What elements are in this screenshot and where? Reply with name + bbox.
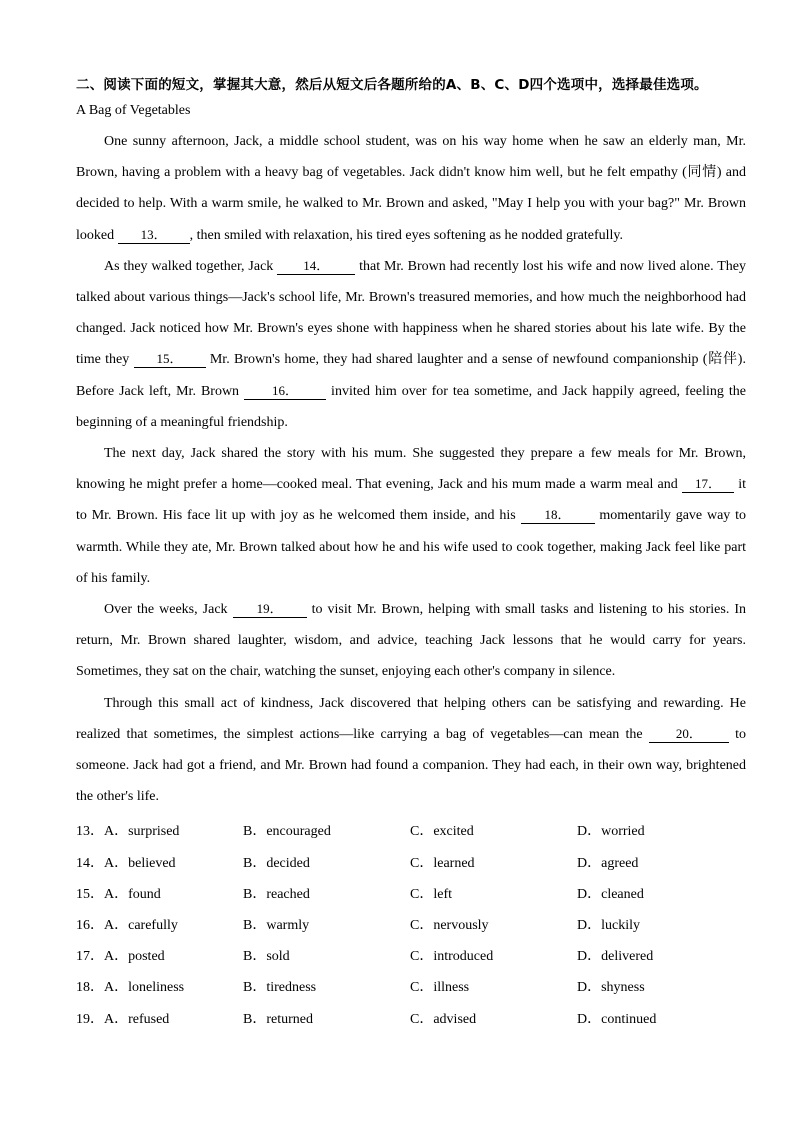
option-text: C．advised <box>410 1011 477 1027</box>
answer-blank[interactable]: 19． <box>233 601 307 618</box>
option-text: A．loneliness <box>104 980 185 996</box>
paragraph <box>76 688 746 813</box>
question-number: 13． <box>76 824 104 840</box>
option-d[interactable] <box>577 972 727 1003</box>
option-c[interactable] <box>410 848 577 879</box>
option-c[interactable] <box>410 972 577 1003</box>
option-b[interactable] <box>243 910 410 941</box>
option-a[interactable] <box>76 848 243 879</box>
question-row <box>76 1004 746 1035</box>
option-b[interactable] <box>243 1004 410 1035</box>
question-row <box>76 972 746 1003</box>
option-a[interactable] <box>76 910 243 941</box>
exam-page <box>76 74 746 1035</box>
option-text: A．found <box>104 886 161 902</box>
answer-blank[interactable]: 15． <box>134 351 206 368</box>
option-text: B．sold <box>243 949 290 965</box>
option-d[interactable] <box>577 1004 727 1035</box>
question-number: 15． <box>76 886 104 902</box>
option-text: B．returned <box>243 1011 313 1027</box>
paragraph <box>76 594 746 688</box>
option-a[interactable] <box>76 816 243 847</box>
option-b[interactable] <box>243 848 410 879</box>
paragraph <box>76 251 746 438</box>
option-d[interactable] <box>577 941 727 972</box>
option-text: B．warmly <box>243 918 310 934</box>
option-text: C．nervously <box>410 918 489 934</box>
question-row <box>76 941 746 972</box>
option-text: A．believed <box>104 855 176 871</box>
answer-blank[interactable]: 14． <box>277 258 355 275</box>
paragraph-text: momentarily gave way to warmth. While they ate, Mr. Brown talked about how he and his wife used to cook together, making Jack feel like part of his family. <box>76 508 747 586</box>
option-text: C．left <box>410 886 452 902</box>
option-text: C．illness <box>410 980 470 996</box>
question-row <box>76 910 746 941</box>
option-b[interactable] <box>243 879 410 910</box>
option-text: A．posted <box>104 949 165 965</box>
option-c[interactable] <box>410 816 577 847</box>
question-row <box>76 816 746 847</box>
option-d[interactable] <box>577 848 727 879</box>
paragraph-text: that Mr. Brown had recently lost his wife and now lived alone. They talked about various things—Jack's school life, Mr. Brown's treasured memories, and how much the neighborhood had changed. Jack noticed how Mr. Brown's eyes shone with happiness when he shared stories about his late wife. By the time they <box>76 258 747 368</box>
paragraph <box>76 126 746 251</box>
option-a[interactable] <box>76 879 243 910</box>
option-text: C．excited <box>410 824 474 840</box>
paragraph-text: to visit Mr. Brown, helping with small tasks and listening to his stories. In return, Mr. Brown shared laughter, wisdom, and advice, teaching Jack lessons that he would carry for years. Sometimes, they sat on the chair, watching the sunset, enjoying each other's company in silence. <box>76 602 747 680</box>
paragraph-text: it to Mr. Brown. His face lit up with joy as he welcomed them inside, and his <box>76 477 747 524</box>
question-number: 17． <box>76 949 104 965</box>
option-b[interactable] <box>243 816 410 847</box>
answer-blank[interactable]: 16． <box>244 383 326 400</box>
option-text: D．delivered <box>577 949 654 965</box>
paragraph-text: , then smiled with relaxation, his tired eyes softening as he nodded gratefully. <box>189 227 623 243</box>
answer-blank[interactable]: 20． <box>649 726 729 743</box>
option-text: D．agreed <box>577 855 639 871</box>
passage <box>76 126 746 812</box>
option-text: B．reached <box>243 886 310 902</box>
option-c[interactable] <box>410 879 577 910</box>
paragraph-text: Over the weeks, Jack <box>104 602 233 618</box>
question-number: 14． <box>76 855 104 871</box>
option-text: D．worried <box>577 824 645 840</box>
option-text: D．cleaned <box>577 886 644 902</box>
option-c[interactable] <box>410 910 577 941</box>
paragraph-text: Mr. Brown's home, they had shared laughter and a sense of newfound companionship (陪伴). Before Jack left, Mr. Brown <box>76 352 746 399</box>
article-title: A Bag of Vegetables <box>76 103 191 118</box>
question-number: 18． <box>76 980 104 996</box>
question-number: 16． <box>76 918 104 934</box>
option-text: A．surprised <box>104 824 180 840</box>
option-c[interactable] <box>410 941 577 972</box>
answer-blank[interactable]: 17． <box>682 476 734 493</box>
option-a[interactable] <box>76 941 243 972</box>
answer-blank[interactable]: 18． <box>521 507 595 524</box>
paragraph-text: Through this small act of kindness, Jack discovered that helping others can be satisfying and rewarding. He realized that sometimes, the simplest actions—like carrying a bag of vegetables—can mean the <box>76 695 746 742</box>
paragraph-text: to someone. Jack had got a friend, and Mr. Brown had found a companion. They had each, in their own way, brightened the other's life. <box>76 726 747 805</box>
question-row <box>76 879 746 910</box>
paragraph-text: As they walked together, Jack <box>104 258 278 274</box>
paragraph-text: invited him over for tea sometime, and Jack happily agreed, feeling the beginning of a meaningful friendship. <box>76 383 746 430</box>
answer-blank[interactable]: 13． <box>118 227 190 244</box>
option-text: D．continued <box>577 1011 657 1027</box>
option-text: C．learned <box>410 855 475 871</box>
option-text: D．shyness <box>577 980 645 996</box>
option-b[interactable] <box>243 941 410 972</box>
option-d[interactable] <box>577 910 727 941</box>
section-heading: 二、阅读下面的短文，掌握其大意，然后从短文后各题所给的A、B、C、D四个选项中，选择最佳选项。 <box>76 77 708 93</box>
question-number: 19． <box>76 1011 104 1027</box>
option-text: A．refused <box>104 1011 170 1027</box>
option-text: A．carefully <box>104 918 178 934</box>
option-d[interactable] <box>577 816 727 847</box>
question-row <box>76 848 746 879</box>
option-text: B．encouraged <box>243 824 331 840</box>
option-a[interactable] <box>76 972 243 1003</box>
paragraph-text: One sunny afternoon, Jack, a middle school student, was on his way home when he saw an elderly man, Mr. Brown, having a problem with a heavy bag of vegetables. Jack didn't know him well, but he felt empathy (同情) and decided to help. With a warm smile, he walked to Mr. Brown and asked, "May I help you with your bag?" Mr. Brown looked <box>76 134 746 243</box>
paragraph-text: The next day, Jack shared the story with his mum. She suggested they prepare a few meals for Mr. Brown, knowing he might prefer a home—cooked meal. That evening, Jack and his mum made a warm meal and <box>76 446 746 493</box>
option-b[interactable] <box>243 972 410 1003</box>
option-text: B．tiredness <box>243 980 317 996</box>
paragraph <box>76 438 746 594</box>
option-text: D．luckily <box>577 918 640 934</box>
option-d[interactable] <box>577 879 727 910</box>
option-text: B．decided <box>243 855 310 871</box>
option-text: C．introduced <box>410 949 494 965</box>
option-c[interactable] <box>410 1004 577 1035</box>
option-a[interactable] <box>76 1004 243 1035</box>
question-options <box>76 816 746 1034</box>
